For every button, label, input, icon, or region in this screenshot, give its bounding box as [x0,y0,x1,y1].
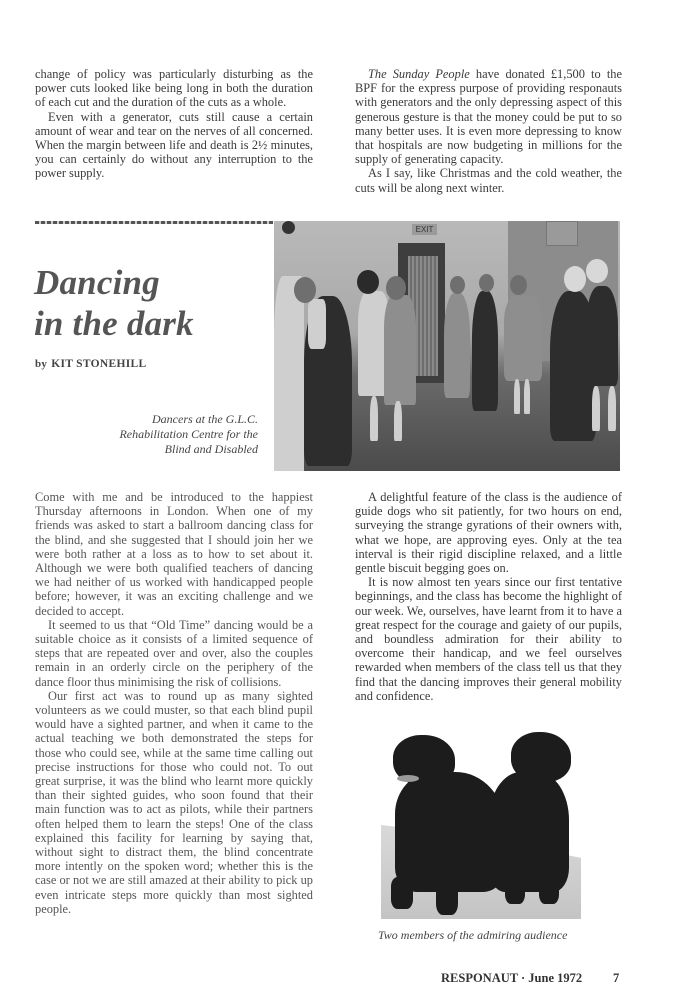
guide-dogs-photo [381,727,581,919]
byline [35,358,146,370]
photo-wall-frame [546,221,578,246]
paragraph: Our first act was to round up as many sighted volunteers as we could muster, so that each blind pupil would have a sighted partner, and when it came to the actual teaching we both demonstrated the steps for those who could see, while at the same time calling out precise instructions for those who could not. To out great surprise, it was the blind who learnt more quickly than their sighted guides, who soon found that their main function was to act as pilots, while their partners often helped them to learn the steps! One of the class explained this facility for learning by saying that, without sight to distract them, the blind concentrate more intently on the spoken word; whether this is the case or not we are still amazed at their ability to pick up even intricate steps more quickly than most sighted people. [35,688,313,916]
dancer-figure [472,291,498,411]
dancer-figure [384,295,416,405]
dancer-head [386,276,406,300]
dancer-head [357,270,379,294]
dancer-leg [514,379,520,414]
dancer-head [564,266,586,292]
dogs-photo-caption: Two members of the admiring audience [378,928,568,942]
paragraph: As I say, like Christmas and the cold weather, the cuts will be along next winter. [355,166,622,195]
dancer-head [510,275,527,295]
exit-sign: EXIT [412,224,437,235]
byline-prefix: by [35,358,48,370]
photo-lamp [282,221,295,234]
article-body-right-column [355,490,622,703]
dancer-head [450,276,465,294]
article-title [34,262,194,344]
article-body-left-column [35,490,313,916]
paragraph: A delightful feature of the class is the audience of guide dogs who sit patiently, for two hours on end, surveying the strange gyrations of their owners with, what we hope, are approving eyes. Only at the tea interval is their rigid discipline relaxed, and a little gentle biscuit begging goes on. [355,490,622,576]
dog-paw [436,877,458,915]
dog-paw [539,872,559,904]
title-line: in the dark [34,304,194,343]
dancers-photo [274,221,620,471]
paragraph: Come with me and be introduced to the happiest Thursday afternoons in London. When one of my friends was asked to start a ballroom dancing class for the blind, and she suggested that I should join her we were both rather at a loss as to how to set about it. Although we were both qualified teachers of dancing we had neither of us worked with handicapped people before; however, it was an exciting challenge and we decided to accept. [35,490,313,618]
continued-text-left-column [35,67,313,181]
caption-line: Blind and Disabled [164,442,258,456]
caption-line: Dancers at the G.L.C. [152,412,258,426]
dancer-figure [274,276,304,471]
dancer-figure [586,286,618,386]
caption-line: Rehabilitation Centre for the [119,427,258,441]
dancer-leg [608,386,616,431]
paragraph: It seemed to us that “Old Time” dancing would be a suitable choice as it consists of a limited sequence of steps that are repeated over and over, also the couples remain in an orderly circle on the periphery of the dance floor thus minimising the risk of collisions. [35,617,313,689]
paragraph: It is now almost ten years since our first tentative beginnings, and the class has become the highlight of our week. We, ourselves, have learnt from it to have a great respect for the courage and gaiety of our pupils, and boundless admiration for their ability to overcome their handicap, and we feel ourselves rewarded when members of the class tell us that they find that the dancing improves their general mobility and confidence. [355,575,622,703]
paragraph [355,67,622,166]
publication-footer: RESPONAUT · June 1972 [441,971,583,985]
dancer-leg [524,379,530,414]
decorative-divider [35,221,273,224]
continued-text-right-column [355,67,622,195]
paragraph-text: have donated £1,500 to the BPF for the express purpose of providing responauts with generators and the only depressing aspect of this generous gesture is that the money could be put to so many better uses. It is even more depressing to know that hospitals are now budgeting in millions for the supply of generating capacity. [355,67,622,167]
page-number: 7 [613,971,620,985]
dog-paw [391,877,413,909]
dancer-head [586,259,608,283]
author-name: KIT STONEHILL [51,358,147,370]
dancer-leg [370,396,378,441]
dancer-head [294,277,316,303]
title-line: Dancing [34,263,160,302]
paragraph: Even with a generator, cuts still cause a certain amount of wear and tear on the nerves of all concerned. When the margin between life and death is 2½ minutes, you can certainly do without any interruption to the power supply. [35,109,313,181]
dog-paw [505,872,525,904]
dancer-leg [592,386,600,431]
dancer-figure [444,293,470,398]
dancer-figure [504,296,542,381]
dancer-shirt [308,299,326,349]
paragraph: change of policy was particularly disturbing as the power cuts looked like being long in both the duration of each cut and the duration of the cuts as a whole. [35,67,313,110]
newspaper-name: The Sunday People [368,67,470,81]
dog-tongue [397,775,419,782]
dance-photo-caption [58,412,258,457]
dancer-head [479,274,494,292]
dancer-leg [394,401,402,441]
